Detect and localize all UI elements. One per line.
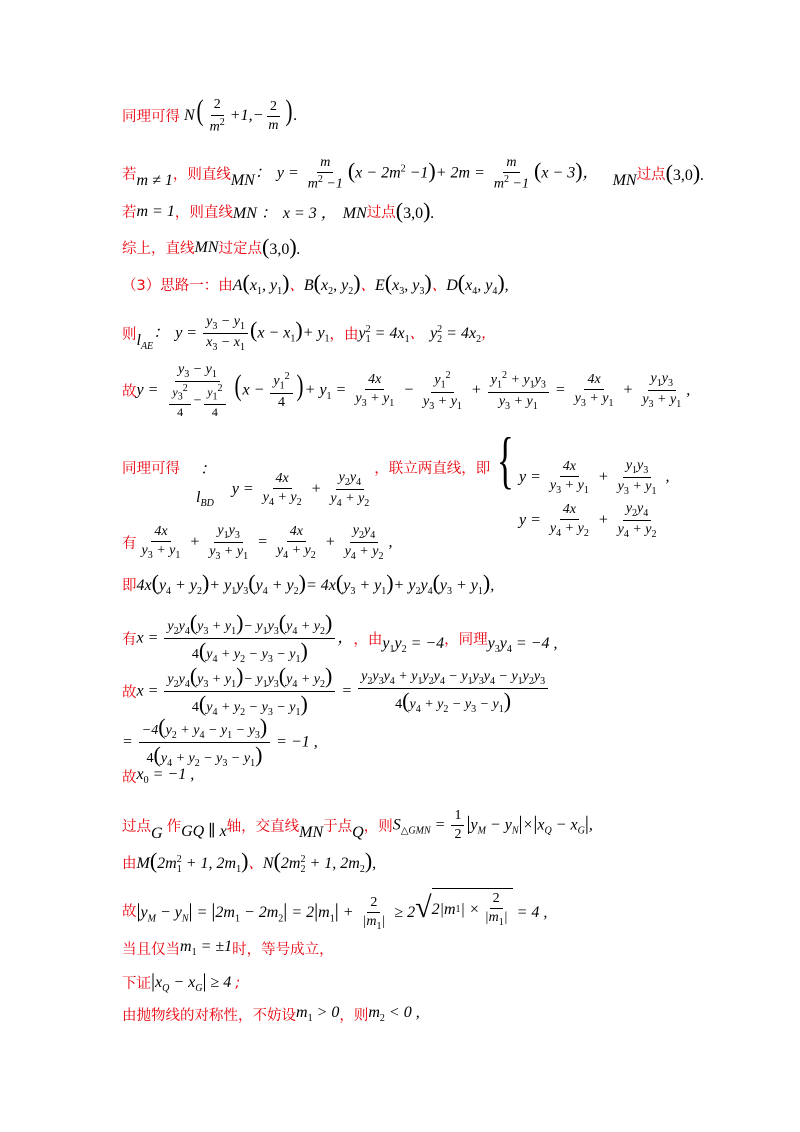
- text-then-3: ，则: [339, 1008, 369, 1024]
- formula-y-squared: $y_1^2 = 4x_1$、 $y_2^2 = 4x_2$，: [358, 323, 496, 346]
- text-if: 若: [122, 167, 137, 184]
- formula-m-neq-1: m ≠ 1: [136, 171, 173, 189]
- formula-m-eq-1: m = 1: [136, 202, 175, 220]
- line-equality-case: [122, 938, 334, 959]
- formula-GQ-parallel-x: GQ ∥ x: [181, 822, 227, 840]
- line-equals-minus-one: [122, 716, 318, 770]
- text-have-2: 有: [122, 632, 137, 649]
- text-therefore-4: 故: [122, 903, 137, 920]
- line-have-equal: [122, 523, 392, 563]
- line-that-is: [122, 572, 494, 597]
- formula-x0: $x_0 = -1$ ,: [136, 766, 195, 787]
- line-inequality: [122, 888, 547, 932]
- text-in-summary: 综上，直线: [122, 241, 195, 257]
- formula-am-gm: $|y_M - y_N| = |2m_1 - 2m_2| = 2|m_1|$ + $\frac{2}{|m_1|}$ ≥ 2 √ 2|m 1 | × $\frac{2}{|m_1|}$ = 4 ,: [137, 888, 548, 932]
- text-then-line-2: ，则直线: [174, 205, 233, 221]
- text-therefore-3: 故: [122, 770, 137, 786]
- text-therefore-2: 故: [122, 685, 137, 702]
- text-axis-intersect: 轴，交直线: [226, 819, 300, 836]
- line-solve-x: [122, 612, 557, 666]
- line-same-reason-N: [122, 96, 298, 135]
- line-if-m-not-1: [122, 155, 704, 193]
- text-passes-point-2: 过点: [366, 205, 396, 221]
- text-equality-holds: 时，等号成立，: [232, 942, 334, 958]
- line-lBD-system: 同理可得 ： $l_{BD}$ y = $\frac{4x}{y_4 + y_2}$ + $\frac{y_2y_4}{y_4 + y_2}$ ，联立两直线，即 { y = $\frac{4x}{y_3 + y_1}$ + $\frac{y_1y_3}{y_3 + y_1}$ y = $\frac{4x}{y_4 + y_2}$ + $\frac{y_2y_4}{y_4 + y_2}$ ,: [122, 424, 670, 541]
- formula-l-BD: $l_{BD}$: [196, 489, 214, 510]
- text-if-2: 若: [122, 205, 137, 221]
- text-fixed-point: 过定点: [218, 241, 262, 257]
- formula-minus-one: = $\frac{-4(y_2 + y_4 - y_1 - y_3)}{4(y_4 + y_2 - y_3 - y_1)}$ = −1 ,: [122, 714, 318, 770]
- text-approach-one: （3）思路一：由: [122, 278, 233, 295]
- formula-cross-multiply: $4x(y_4 + y_2)+ y_1y_3(y_4 + y_2)= 4x(y_3 + y_1)+ y_2y_4(y_3 + y_1)$,: [136, 570, 495, 598]
- formula-MN-2: MN: [612, 171, 637, 189]
- line-therefore-y: [122, 362, 690, 420]
- formula-G: G: [151, 824, 163, 842]
- formula-l-AE: $l_{AE}$: [136, 331, 154, 352]
- line-if-m-eq-1: [122, 200, 434, 223]
- line-MN-points: [122, 850, 376, 875]
- text-at-point: 于点: [323, 819, 353, 836]
- line-x0: [122, 766, 194, 787]
- formula-m1-gt-0: $m_1 > 0$: [296, 1004, 340, 1025]
- text-by: ，由: [329, 327, 359, 344]
- formula-MN-4: MN: [299, 823, 324, 841]
- formula-y1y2: $y_1y_2 = -4$: [382, 634, 445, 655]
- formula-point-3-0-b: (3,0).: [395, 198, 435, 223]
- line-prove-next: [122, 970, 240, 994]
- line-conclusion: [122, 236, 301, 259]
- formula-simplify-lAE: y = $y_3 - y_1$ $\frac{y_3^2}{4}$ − $\frac{y_1^2}{4}$ (x − $\frac{y_1^2}{4}$ )+ $y_1$ = $\frac{4x}{y_3 + y_1}$ − $\frac{y_1^2}{y_3 + y_1}$ + $\frac{y_1^2 + y_1y_3}{y_3 + y_1}$ = $\frac{4x}{y_3 + y_1}$ + $\frac{y_1y_3}{y_3 + y_1}$ ,: [136, 362, 691, 420]
- formula-xQ-xG-ge-4: $|x_Q - x_G| \ge 4$ ;: [151, 970, 241, 995]
- text-likewise: ，同理: [444, 632, 488, 649]
- text-from: 由: [122, 856, 137, 873]
- text-similarly: 同理可得: [122, 460, 180, 477]
- text-iff: 当且仅当: [122, 942, 180, 958]
- formula-line-MN-equation: ： y = $\frac{m}{m^2 -1}$ $(x - 2m^2 -1)+ 2m$ = $\frac{m}{m^2 -1}$ (x − 3)，: [254, 155, 599, 192]
- formula-M-N-coords: $M(2m_1^2 + 1$, $2m_1$)、$N(2m_2^2 + 1$, $2m_2$),: [136, 848, 377, 876]
- formula-x-expand: x = $\frac{y_2y_4(y_3 + y_1)- y_1y_3(y_4 + y_2)}{4(y_4 + y_2 - y_3 - y_1)}$ = $\frac{y_2y_3y_4 + y_1y_2y_4 - y_1y_3y_4 - y_1y_2y_3}{4(y_4 + y_2 - y_3 - y_1)}$: [137, 665, 551, 719]
- text-through-point: 过点: [122, 819, 151, 836]
- text-then: 则: [122, 327, 137, 344]
- line-symmetry: [122, 1004, 420, 1025]
- line-approach-one: [122, 272, 509, 297]
- formula-point-3-0-c: (3,0).: [262, 234, 301, 259]
- formula-MN-3: MN: [194, 238, 219, 256]
- text-then-line: ，则直线: [172, 167, 231, 184]
- formula-area: $S_{\triangle GMN}$ = $\frac{1}{2}$ $|y_M - y_N|\times|x_Q - x_G|$,: [392, 808, 593, 843]
- formula-equate: $\frac{4x}{y_3 + y_1}$ + $\frac{y_1y_3}{y_3 + y_1}$ = $\frac{4x}{y_4 + y_2}$ + $\frac{y_2y_4}{y_4 + y_2}$ ,: [141, 523, 393, 563]
- text-same-reason: 同理可得: [122, 109, 180, 126]
- formula-MN: MN: [230, 171, 255, 189]
- formula-point-3-0: (3,0).: [665, 160, 705, 186]
- formula-m2-lt-0: $m_2 < 0$ ,: [368, 1004, 420, 1025]
- formula-x-expression: x = $\frac{y_2y_4(y_3 + y_1)- y_1y_3(y_4 + y_2)}{4(y_4 + y_2 - y_3 - y_1)}$ ，: [136, 610, 354, 666]
- formula-y3y4: $y_3y_4 = -4$ ,: [487, 634, 558, 655]
- formula-points-ABED: $A(x_1$, $y_1$)、$B(x_2$, $y_2$)、$E(x_3$, $y_3$)、$D(x_4$, $y_4$),: [232, 270, 509, 298]
- text-by-2: ，由: [353, 632, 383, 649]
- text-therefore: 故: [122, 384, 137, 401]
- text-then-2: ，则: [363, 819, 393, 836]
- formula-lAE-equation: ： y = $\frac{y_3 - y_1}{x_3 - x_1}$ $(x - x_1)+ y_1$: [153, 314, 330, 354]
- text-that-is: 即: [122, 578, 137, 595]
- text-combine-lines: ，联立两直线，即: [374, 460, 491, 477]
- line-lAE: [122, 314, 496, 354]
- line-through-G: [122, 808, 593, 843]
- text-make: 作: [166, 819, 182, 836]
- formula-MN-x-3: MN ： x = 3 ， MN: [232, 205, 367, 222]
- text-by-symmetry: 由抛物线的对称性，不妨设: [122, 1008, 296, 1024]
- text-prove-below: 下证: [122, 975, 151, 992]
- line-therefore-x: [122, 665, 550, 719]
- formula-N-point: N( $\frac{2}{m^2}$ +1,− $\frac{2}{m}$ ).: [180, 94, 298, 135]
- formula-lBD-equation: y = $\frac{4x}{y_4 + y_2}$ + $\frac{y_2y_4}{y_4 + y_2}$: [231, 469, 370, 509]
- text-passes-point: 过点: [636, 167, 666, 184]
- formula-system: { y = $\frac{4x}{y_3 + y_1}$ + $\frac{y_1y_3}{y_3 + y_1}$ y = $\frac{4x}{y_4 + y_2}$ + $\frac{y_2y_4}{y_4 + y_2}$ ,: [497, 424, 670, 541]
- text-have: 有: [122, 536, 137, 553]
- formula-m1-pm1: $m_1 = \pm 1$: [180, 938, 233, 959]
- formula-Q: Q: [352, 823, 364, 841]
